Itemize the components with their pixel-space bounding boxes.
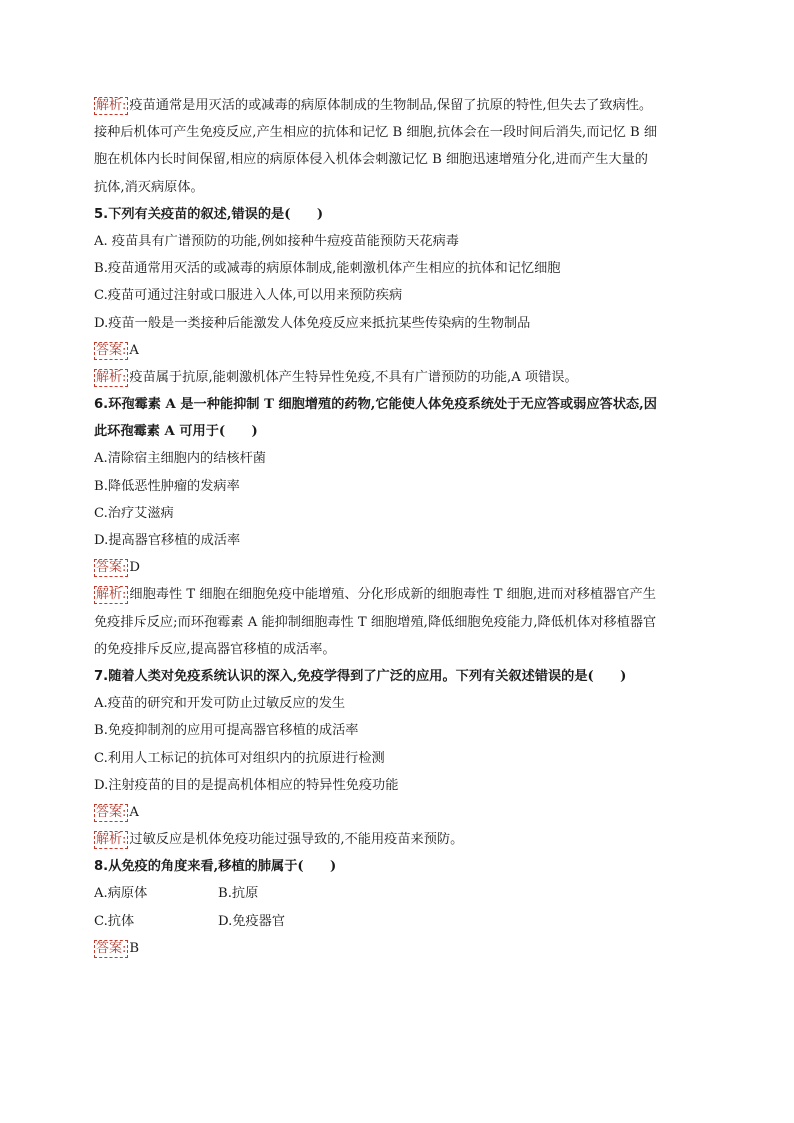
analysis-line: 接种后机体可产生免疫反应,产生相应的抗体和记忆 B 细胞,抗体会在一段时间后消失,而记忆 B 细 — [94, 125, 658, 141]
option-b: B.疫苗通常用灭活的或减毒的病原体制成,能刺激机体产生相应的抗体和记忆细胞 — [94, 261, 561, 277]
answer-value: B — [129, 940, 140, 956]
answer-line — [94, 799, 700, 826]
analysis-line: 解析: 过敏反应是机体免疫功能过强导致的,不能用疫苗来预防。 — [96, 832, 464, 848]
option-d: D.疫苗一般是一类接种后能激发人体免疫反应来抵抗某些传染病的生物制品 — [94, 315, 531, 331]
option-a: A.疫苗的研究和开发可防止过敏反应的发生 — [94, 696, 346, 712]
option-c: C.利用人工标记的抗体可对组织内的抗原进行检测 — [94, 750, 385, 766]
option-d: D.免疫器官 — [218, 913, 286, 929]
analysis-line: 抗体,消灭病原体。 — [94, 179, 204, 195]
answer-tag: 答案: — [96, 940, 127, 956]
answer-line — [94, 554, 700, 581]
answer-tag: 答案: — [96, 804, 127, 820]
option-d: D.提高器官移植的成活率 — [94, 533, 241, 548]
question-6-stem: 6.环孢霉素 A 是一种能抑制 T 细胞增殖的药物,它能使人体免疫系统处于无应答或弱应答状态,因 — [94, 397, 657, 413]
option-a: A.清除宿主细胞内的结核杆菌 — [94, 451, 266, 467]
analysis-tag: 解析: — [96, 587, 127, 603]
answer-value: A — [129, 804, 139, 820]
option-row — [94, 908, 700, 935]
analysis-line: 胞在机体内长时间保留,相应的病原体侵入机体会刺激记忆 B 细胞迅速增殖分化,进而产生大量的 — [94, 152, 648, 168]
analysis-line: 解析: 细胞毒性 T 细胞在细胞免疫中能增殖、分化形成新的细胞毒性 T 细胞,进而对移植器官产生 — [96, 587, 656, 603]
option-a: A.病原体 — [94, 886, 148, 902]
option-b: B.抗原 — [218, 886, 259, 902]
analysis-line: 解析: 疫苗通常是用灭活的或减毒的病原体制成的生物制品,保留了抗原的特性,但失去了致病性。 — [96, 98, 653, 113]
analysis-tag: 解析: — [96, 832, 127, 848]
answer-line — [94, 337, 700, 364]
question-5-stem: 5.下列有关疫苗的叙述,错误的是( ) — [94, 206, 324, 222]
analysis-line: 的免疫排斥反应,提高器官移植的成活率。 — [94, 641, 336, 657]
analysis-line: 免疫排斥反应;而环孢霉素 A 能抑制细胞毒性 T 细胞增殖,降低细胞免疫能力,降低机体对移植器官 — [94, 614, 657, 630]
answer-line — [94, 935, 700, 962]
analysis-line: 解析: 疫苗属于抗原,能刺激机体产生特异性免疫,不具有广谱预防的功能,A 项错误。 — [96, 369, 578, 385]
answer-value: A — [129, 342, 139, 358]
option-c: C.治疗艾滋病 — [94, 505, 174, 521]
option-row — [94, 880, 700, 907]
answer-tag: 答案: — [96, 342, 127, 358]
question-7-stem: 7.随着人类对免疫系统认识的深入,免疫学得到了广泛的应用。下列有关叙述错误的是( ) — [94, 668, 627, 684]
question-6-stem-cont: 此环孢霉素 A 可用于( ) — [94, 424, 258, 440]
analysis-tag: 解析: — [96, 98, 127, 113]
option-c: C.抗体 — [94, 913, 135, 929]
question-8-stem: 8.从免疫的角度来看,移植的肺属于( ) — [94, 859, 337, 875]
option-b: B.免疫抑制剂的应用可提高器官移植的成活率 — [94, 723, 359, 739]
document-page — [94, 92, 700, 962]
option-a: A. 疫苗具有广谱预防的功能,例如接种牛痘疫苗能预防天花病毒 — [94, 233, 459, 249]
option-d: D.注射疫苗的目的是提高机体相应的特异性免疫功能 — [94, 777, 399, 793]
answer-tag: 答案: — [96, 560, 127, 576]
option-c: C.疫苗可通过注射或口服进入人体,可以用来预防疾病 — [94, 288, 403, 304]
answer-value: D — [129, 560, 140, 576]
option-b: B.降低恶性肿瘤的发病率 — [94, 478, 240, 494]
analysis-tag: 解析: — [96, 369, 127, 385]
